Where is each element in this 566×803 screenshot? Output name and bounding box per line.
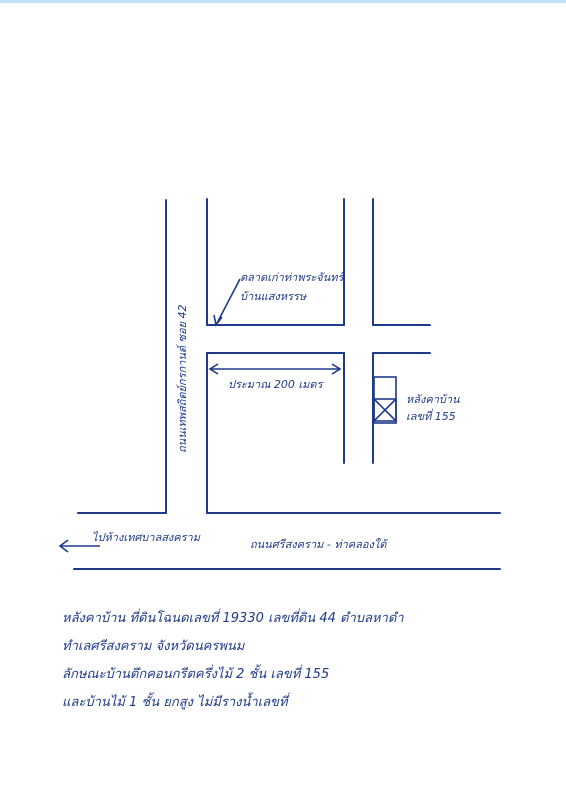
label-shop-name: ตลาดเก่าท่าพระจันทร์ [240,271,344,284]
label-left-direction: ไปห้างเทศบาลสงคราม [92,531,200,544]
label-main-road: ถนนศรีสงคราม - ท่าคลองใต้ [250,538,387,551]
label-house-number: เลขที่ 155 [406,410,456,423]
note-line-3: ลักษณะบ้านตึกคอนกรีตครึ่งไม้ 2 ชั้น เลขที่ 155 [62,667,330,682]
house-marker [374,377,396,423]
label-shop-name-2: บ้านแสงหรรษ [240,290,307,303]
shop-pointer [216,279,240,325]
note-line-4: และบ้านไม้ 1 ชั้น ยกสูง ไม่มีรางน้ำเลขที่ [62,695,288,710]
label-house: หลังคาบ้าน [406,393,460,406]
label-vertical-road: ถนนเทพสถิตย์กรกานต์ ซอย 42 [176,304,189,453]
label-distance: ประมาณ 200 เมตร [228,378,323,391]
note-line-1: หลังคาบ้าน ที่ดินโฉนดเลขที่ 19330 เลขที่ดิน 44 ตำบลหาดำ [62,611,404,626]
note-line-2: ทำเลศรีสงคราม จังหวัดนครพนม [62,639,245,654]
